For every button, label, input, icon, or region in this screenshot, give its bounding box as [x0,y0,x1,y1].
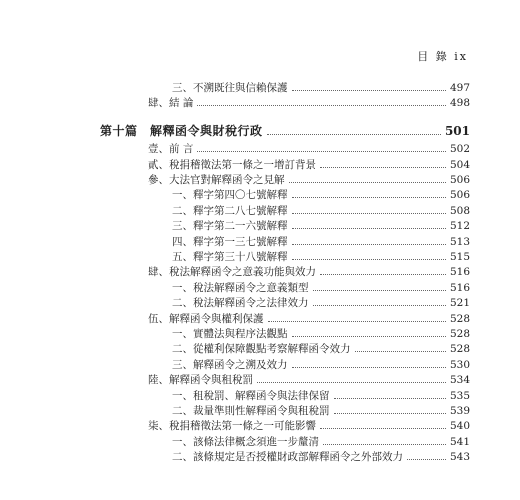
toc-entry-page: 504 [449,159,470,171]
toc-entry[interactable] [172,389,470,403]
toc-entry-label: 伍、解釋函令與權利保護 [148,313,264,325]
toc-entry-page: 515 [449,251,470,263]
toc-entry[interactable] [172,296,470,310]
toc-entry[interactable] [172,81,470,95]
toc-entry-page: 508 [449,205,470,217]
leader-dots [197,150,446,152]
toc-entry-label: 一、實體法與程序法觀點 [172,328,288,340]
toc-entry-page: 540 [449,420,470,432]
toc-entry-label: 一、釋字第四〇七號解釋 [172,189,288,201]
toc-entry-page: 512 [449,220,470,232]
toc-entry-page: 528 [449,328,470,340]
leader-dots [407,458,446,460]
toc-entry[interactable] [148,265,470,279]
toc-entry-label: 一、該條法律概念須進一步釐清 [172,436,319,448]
toc-entry-page: 539 [449,405,470,417]
toc-entry[interactable] [172,435,470,449]
toc-entry-label: 一、稅法解釋函令之意義類型 [172,282,309,294]
toc-entry-label: 柒、稅捐稽徵法第一條之一可能影響 [148,420,316,432]
toc-entry[interactable] [148,312,470,326]
leader-dots [323,443,446,445]
toc-entry-label: 肆、結 論 [148,97,194,109]
leader-dots [292,243,446,245]
toc-entry-page: 528 [449,313,470,325]
leader-dots [292,366,446,368]
leader-dots [313,304,446,306]
toc-entry[interactable] [172,204,470,218]
toc-entry-label: 壹、前 言 [148,143,194,155]
toc-entry-label: 參、大法官對解釋函令之見解 [148,174,285,186]
leader-dots [292,212,446,214]
page-header: 目 錄 ix [417,50,468,63]
leader-dots [292,89,446,91]
toc-entry-label: 二、稅法解釋函令之法律效力 [172,297,309,309]
toc-entry[interactable] [172,235,470,249]
toc-entry[interactable] [172,450,470,464]
toc-entry-label: 二、釋字第二八七號解釋 [172,205,288,217]
toc-entry[interactable] [148,142,470,156]
toc-entry-page: 543 [449,451,470,463]
toc-entry[interactable] [148,419,470,433]
toc-entry[interactable] [148,96,470,110]
toc-entry[interactable] [172,250,470,264]
toc-entry[interactable] [172,188,470,202]
toc-entry-page: 541 [449,436,470,448]
toc-entry-page: 497 [449,82,470,94]
leader-dots [320,273,446,275]
toc-entry-label: 三、不溯既往與信賴保護 [172,82,288,94]
toc-entry-page: 506 [449,174,470,186]
toc-entry-label: 貳、稅捐稽徵法第一條之一增訂背景 [148,159,316,171]
leader-dots [197,104,446,106]
toc-chapter-entry[interactable] [100,124,470,138]
leader-dots [334,412,446,414]
toc-entry[interactable] [172,219,470,233]
toc-entry-label: 二、從權利保障觀點考察解釋函令效力 [172,343,351,355]
toc-entry[interactable] [172,342,470,356]
leader-dots [289,181,446,183]
leader-dots [268,320,446,322]
toc-entry-page: 513 [449,236,470,248]
leader-dots [292,335,446,337]
toc-entry[interactable] [172,358,470,372]
toc-entry-label: 三、解釋函令之溯及效力 [172,359,288,371]
toc-entry-page: 516 [449,266,470,278]
toc-entry-label: 二、裁量準則性解釋函令與租稅罰 [172,405,330,417]
toc-entry[interactable] [172,404,470,418]
toc-chapter-label: 第十篇 解釋函令與財稅行政 [100,124,263,138]
leader-dots [313,289,446,291]
leader-dots [334,397,446,399]
toc-entry-label: 一、租稅罰、解釋函令與法律保留 [172,390,330,402]
toc-entry[interactable] [172,327,470,341]
leader-dots [355,350,446,352]
toc-entry-page: 534 [449,374,470,386]
leader-dots [292,258,446,260]
leader-dots [267,133,441,135]
leader-dots [320,427,446,429]
leader-dots [292,227,446,229]
leader-dots [257,381,446,383]
toc-entry-label: 肆、稅法解釋函令之意義功能與效力 [148,266,316,278]
toc-entry-label: 三、釋字第二一六號解釋 [172,220,288,232]
toc-entry-page: 535 [449,390,470,402]
toc-entry-label: 陸、解釋函令與租稅罰 [148,374,253,386]
toc-entry-page: 521 [449,297,470,309]
toc-entry-page: 501 [444,124,470,138]
toc-entry-label: 二、該條規定是否授權財政部解釋函令之外部效力 [172,451,403,463]
toc-entry[interactable] [172,281,470,295]
toc-entry-label: 五、釋字第三十八號解釋 [172,251,288,263]
toc-entry-page: 530 [449,359,470,371]
toc-entry[interactable] [148,173,470,187]
leader-dots [292,196,446,198]
toc-entry-page: 516 [449,282,470,294]
toc-entry-page: 502 [449,143,470,155]
toc-entry[interactable] [148,373,470,387]
toc-entry-page: 498 [449,97,470,109]
toc-entry-page: 528 [449,343,470,355]
toc-entry[interactable] [148,158,470,172]
toc-entry-label: 四、釋字第一三七號解釋 [172,236,288,248]
toc-entry-page: 506 [449,189,470,201]
leader-dots [320,166,446,168]
